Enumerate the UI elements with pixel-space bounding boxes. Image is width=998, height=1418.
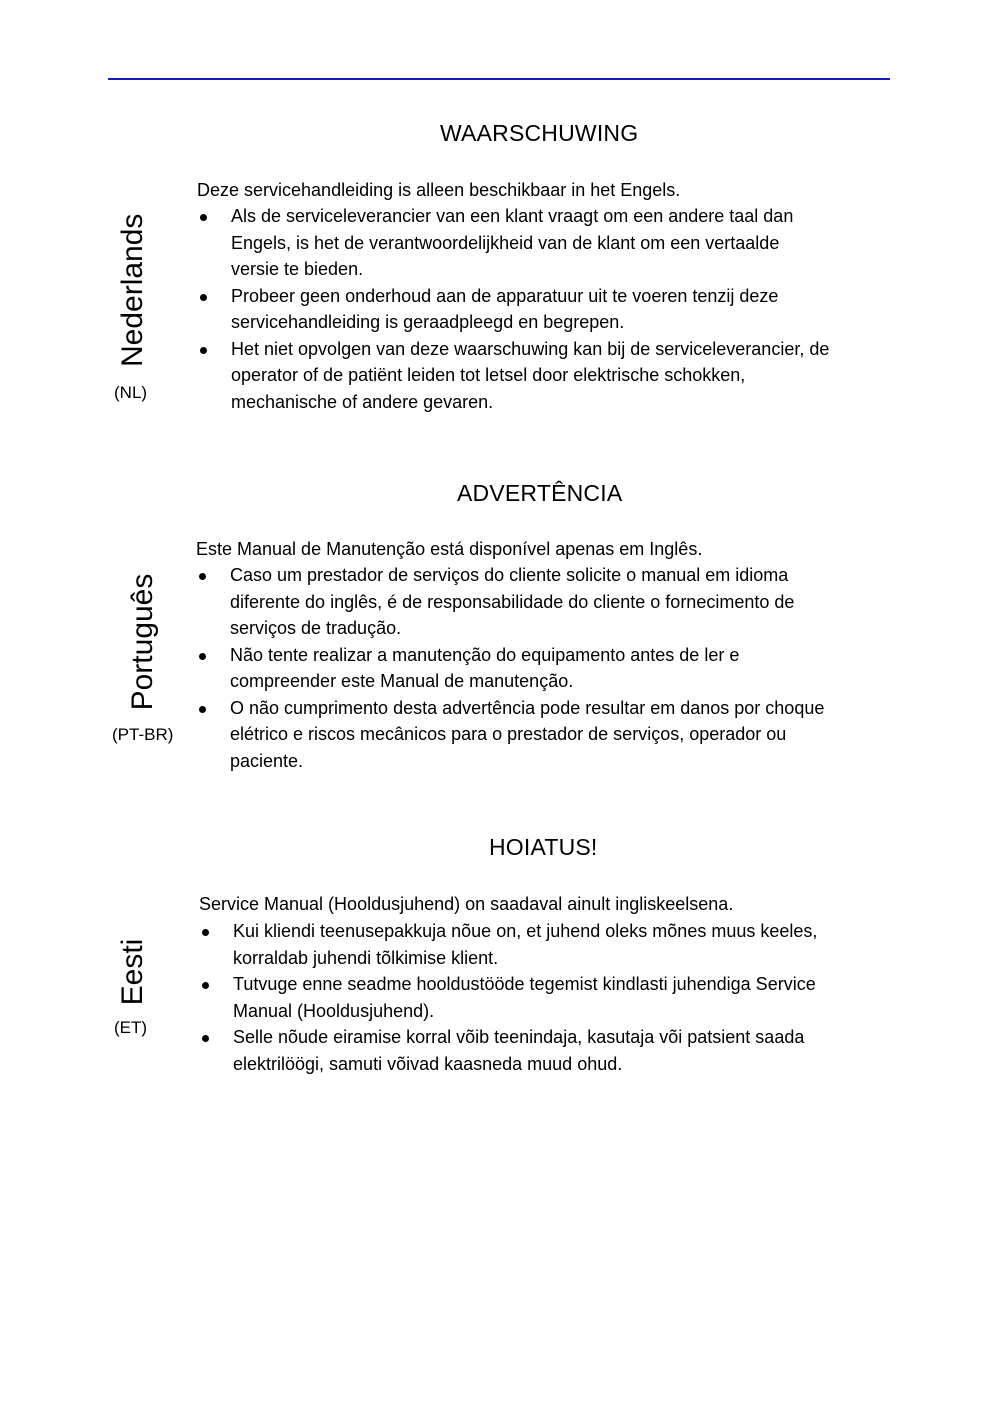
list-item: Het niet opvolgen van deze waarschuwing kan bij de serviceleverancier, de operator of de patiënt leiden tot letsel door elektrische schokken, mechanische of andere gevaren. xyxy=(197,336,829,416)
bullet-icon xyxy=(200,347,207,354)
list-item: Als de serviceleverancier van een klant vraagt om een andere taal dan Engels, is het de verantwoordelijkheid van de klant om een vertaalde versie te bieden. xyxy=(197,203,829,283)
bullet-icon xyxy=(199,706,206,713)
bullet-icon xyxy=(200,294,207,301)
list-item: Caso um prestador de serviços do cliente solicite o manual em idioma diferente do inglês, é de responsabilidade do cliente o fornecimento de serviços de tradução. xyxy=(196,562,824,642)
bullet-list xyxy=(197,203,829,415)
language-label: Eesti xyxy=(116,938,149,1006)
language-label: Português xyxy=(126,573,159,711)
bullet-icon xyxy=(199,573,206,580)
bullet-icon xyxy=(202,982,209,989)
section-heading: WAARSCHUWING xyxy=(440,120,639,146)
list-item: O não cumprimento desta advertência pode resultar em danos por choque elétrico e riscos mecânicos para o prestador de serviços, operador ou paciente. xyxy=(196,695,824,775)
section-heading: ADVERTÊNCIA xyxy=(457,480,623,506)
list-item: Não tente realizar a manutenção do equipamento antes de ler e compreender este Manual de manutenção. xyxy=(196,642,824,695)
language-code: (PT-BR) xyxy=(112,725,174,744)
language-label: Nederlands xyxy=(116,213,149,367)
list-item: Tutvuge enne seadme hooldustööde tegemist kindlasti juhendiga Service Manual (Hooldusjuhend). xyxy=(199,971,817,1024)
intro-text: Deze servicehandleiding is alleen beschikbaar in het Engels. xyxy=(197,180,681,200)
bullet-list xyxy=(196,562,824,774)
bullet-icon xyxy=(200,214,207,221)
header-rule xyxy=(108,78,890,80)
bullet-list xyxy=(199,918,817,1077)
bullet-icon xyxy=(202,929,209,936)
bullet-icon xyxy=(199,653,206,660)
intro-text: Service Manual (Hooldusjuhend) on saadaval ainult ingliskeelsena. xyxy=(199,894,734,914)
section-heading: HOIATUS! xyxy=(489,834,598,860)
language-code: (ET) xyxy=(114,1018,148,1037)
list-item: Probeer geen onderhoud aan de apparatuur uit te voeren tenzij deze servicehandleiding is geraadpleegd en begrepen. xyxy=(197,283,829,336)
list-item: Kui kliendi teenusepakkuja nõue on, et juhend oleks mõnes muus keeles, korraldab juhendi tõlkimise klient. xyxy=(199,918,817,971)
intro-text: Este Manual de Manutenção está disponível apenas em Inglês. xyxy=(196,539,703,559)
list-item: Selle nõude eiramise korral võib teenindaja, kasutaja või patsient saada elektrilöögi, samuti võivad kaasneda muud ohud. xyxy=(199,1024,817,1077)
bullet-icon xyxy=(202,1035,209,1042)
language-code: (NL) xyxy=(114,383,148,402)
